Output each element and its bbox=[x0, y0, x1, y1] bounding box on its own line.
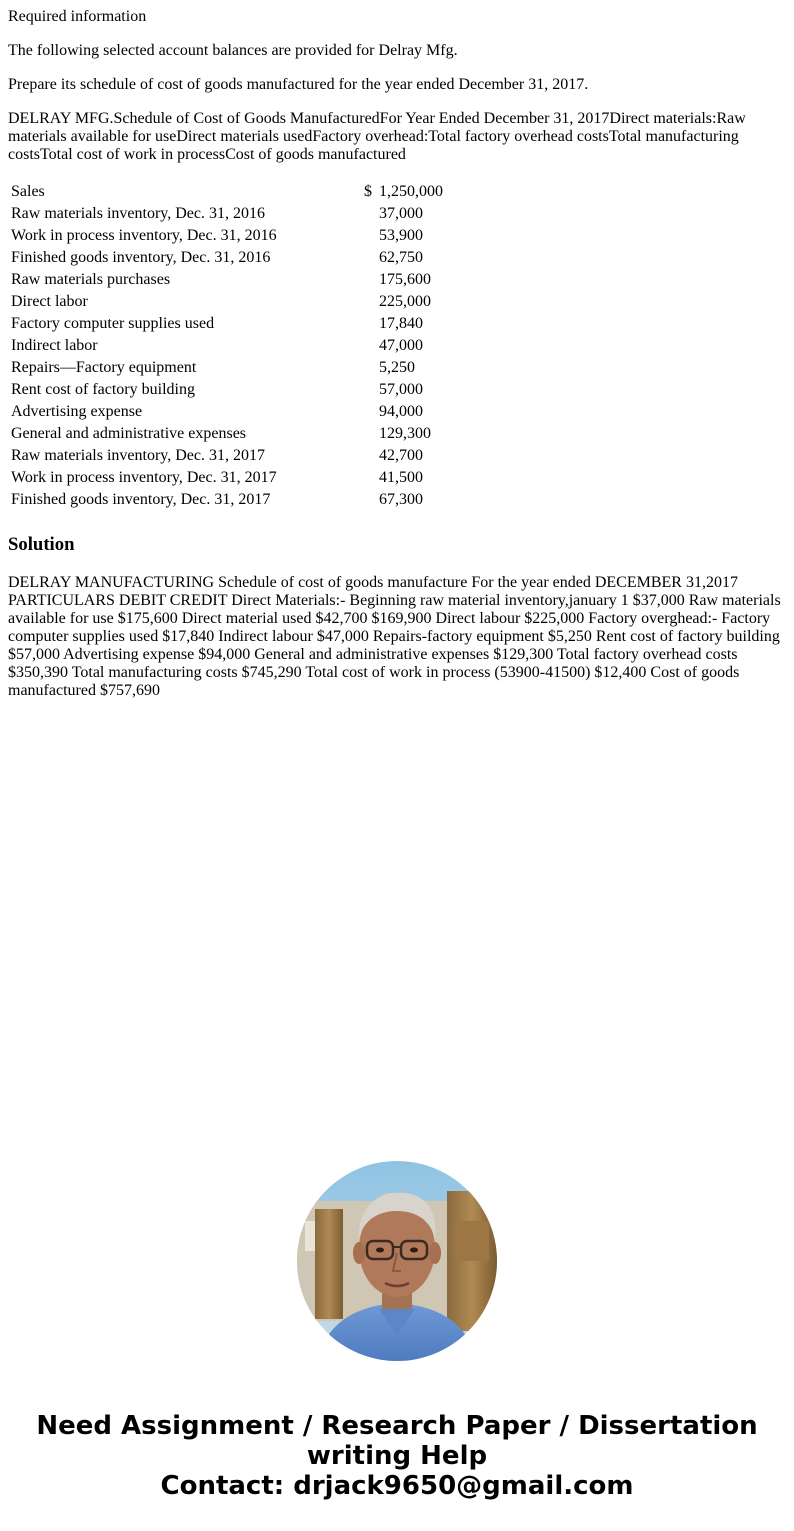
balance-row bbox=[10, 336, 444, 356]
currency-symbol bbox=[363, 204, 376, 224]
balance-amount: 1,250,000 bbox=[379, 183, 443, 200]
document-content bbox=[0, 8, 794, 700]
currency-symbol bbox=[363, 358, 376, 378]
balance-row bbox=[10, 490, 444, 510]
balance-amount: 17,840 bbox=[379, 315, 423, 332]
balance-label: Direct labor bbox=[11, 293, 88, 310]
account-balances-table bbox=[8, 180, 446, 512]
account-balances-body bbox=[10, 182, 444, 510]
balance-label: Factory computer supplies used bbox=[11, 315, 215, 332]
author-photo bbox=[297, 1161, 497, 1361]
balance-amount: 53,900 bbox=[379, 227, 423, 244]
balance-row bbox=[10, 226, 444, 246]
balance-amount: 41,500 bbox=[379, 469, 423, 486]
balance-label: General and administrative expenses bbox=[11, 425, 247, 442]
balance-row bbox=[10, 446, 444, 466]
intro-text: The following selected account balances are provided for Delray Mfg. bbox=[8, 42, 458, 59]
balance-label: Raw materials inventory, Dec. 31, 2017 bbox=[11, 447, 266, 464]
solution-body: DELRAY MANUFACTURING Schedule of cost of goods manufacture For the year ended DECEMBER 31,2017 PARTICULARS DEBIT CREDIT Direct Materials:- Beginning raw material inventory,january 1 $37,000 Raw materials available for use $175,600 Direct material used $42,700 $169,900 Direct labour $225,000 Factory overghead:- Factory computer supplies used $17,840 Indirect labour $47,000 Repairs-factory equipment $5,250 Rent cost of factory building $57,000 Advertising expense $94,000 General and administrative expenses $129,300 Total factory overhead costs $350,390 Total manufacturing costs $745,290 Total cost of work in process (53900-41500) $12,400 Cost of goods manufactured $757,690 bbox=[8, 574, 781, 699]
balance-label: Repairs—Factory equipment bbox=[11, 359, 197, 376]
balance-amount: 62,750 bbox=[379, 249, 423, 266]
currency-symbol bbox=[363, 336, 376, 356]
balance-row bbox=[10, 358, 444, 378]
instruction-text: Prepare its schedule of cost of goods manufactured for the year ended December 31, 2017. bbox=[8, 76, 589, 93]
currency-symbol bbox=[363, 424, 376, 444]
currency-symbol bbox=[363, 270, 376, 290]
balance-row bbox=[10, 182, 444, 202]
balance-row bbox=[10, 204, 444, 224]
balance-label: Indirect labor bbox=[11, 337, 98, 354]
currency-symbol bbox=[363, 380, 376, 400]
balance-label: Raw materials inventory, Dec. 31, 2016 bbox=[11, 205, 266, 222]
currency-symbol bbox=[363, 402, 376, 422]
promo-line-1: Need Assignment / Research Paper / Dissertation bbox=[36, 1411, 758, 1441]
currency-symbol bbox=[363, 490, 376, 510]
promo-line-2: writing Help bbox=[306, 1441, 488, 1471]
balance-label: Work in process inventory, Dec. 31, 2017 bbox=[11, 469, 277, 486]
balance-label: Work in process inventory, Dec. 31, 2016 bbox=[11, 227, 277, 244]
currency-symbol bbox=[363, 314, 376, 334]
balance-amount: 42,700 bbox=[379, 447, 423, 464]
currency-symbol bbox=[363, 292, 376, 312]
balance-amount: 67,300 bbox=[379, 491, 423, 508]
currency-symbol bbox=[363, 248, 376, 268]
balance-row bbox=[10, 468, 444, 488]
balance-row bbox=[10, 380, 444, 400]
currency-symbol bbox=[363, 468, 376, 488]
balance-amount: 5,250 bbox=[379, 359, 415, 376]
balance-amount: 225,000 bbox=[379, 293, 431, 310]
solution-heading: Solution bbox=[8, 534, 75, 555]
balance-amount: 129,300 bbox=[379, 425, 431, 442]
author-portrait-image bbox=[297, 1161, 497, 1361]
balance-label: Rent cost of factory building bbox=[11, 381, 195, 398]
balance-amount: 175,600 bbox=[379, 271, 431, 288]
promo-banner bbox=[0, 1411, 794, 1501]
balance-label: Sales bbox=[11, 183, 45, 200]
balance-label: Finished goods inventory, Dec. 31, 2016 bbox=[11, 249, 271, 266]
balance-row bbox=[10, 424, 444, 444]
required-information-text: Required information bbox=[8, 8, 147, 25]
balance-row bbox=[10, 292, 444, 312]
balance-row bbox=[10, 270, 444, 290]
balance-amount: 47,000 bbox=[379, 337, 423, 354]
currency-symbol bbox=[363, 226, 376, 246]
balance-amount: 57,000 bbox=[379, 381, 423, 398]
currency-symbol bbox=[363, 446, 376, 466]
balance-label: Finished goods inventory, Dec. 31, 2017 bbox=[11, 491, 271, 508]
balance-amount: 94,000 bbox=[379, 403, 423, 420]
currency-symbol: $ bbox=[364, 183, 372, 200]
schedule-template-text: DELRAY MFG.Schedule of Cost of Goods ManufacturedFor Year Ended December 31, 2017Direct materials:Raw materials available for useDirect materials usedFactory overhead:Total factory overhead costsTotal manufacturing costsTotal cost of work in processCost of goods manufactured bbox=[8, 110, 746, 163]
balance-label: Advertising expense bbox=[11, 403, 143, 420]
balance-label: Raw materials purchases bbox=[11, 271, 171, 288]
balance-row bbox=[10, 402, 444, 422]
balance-row bbox=[10, 248, 444, 268]
balance-row bbox=[10, 314, 444, 334]
balance-amount: 37,000 bbox=[379, 205, 423, 222]
promo-contact: Contact: drjack9650@gmail.com bbox=[160, 1471, 634, 1501]
